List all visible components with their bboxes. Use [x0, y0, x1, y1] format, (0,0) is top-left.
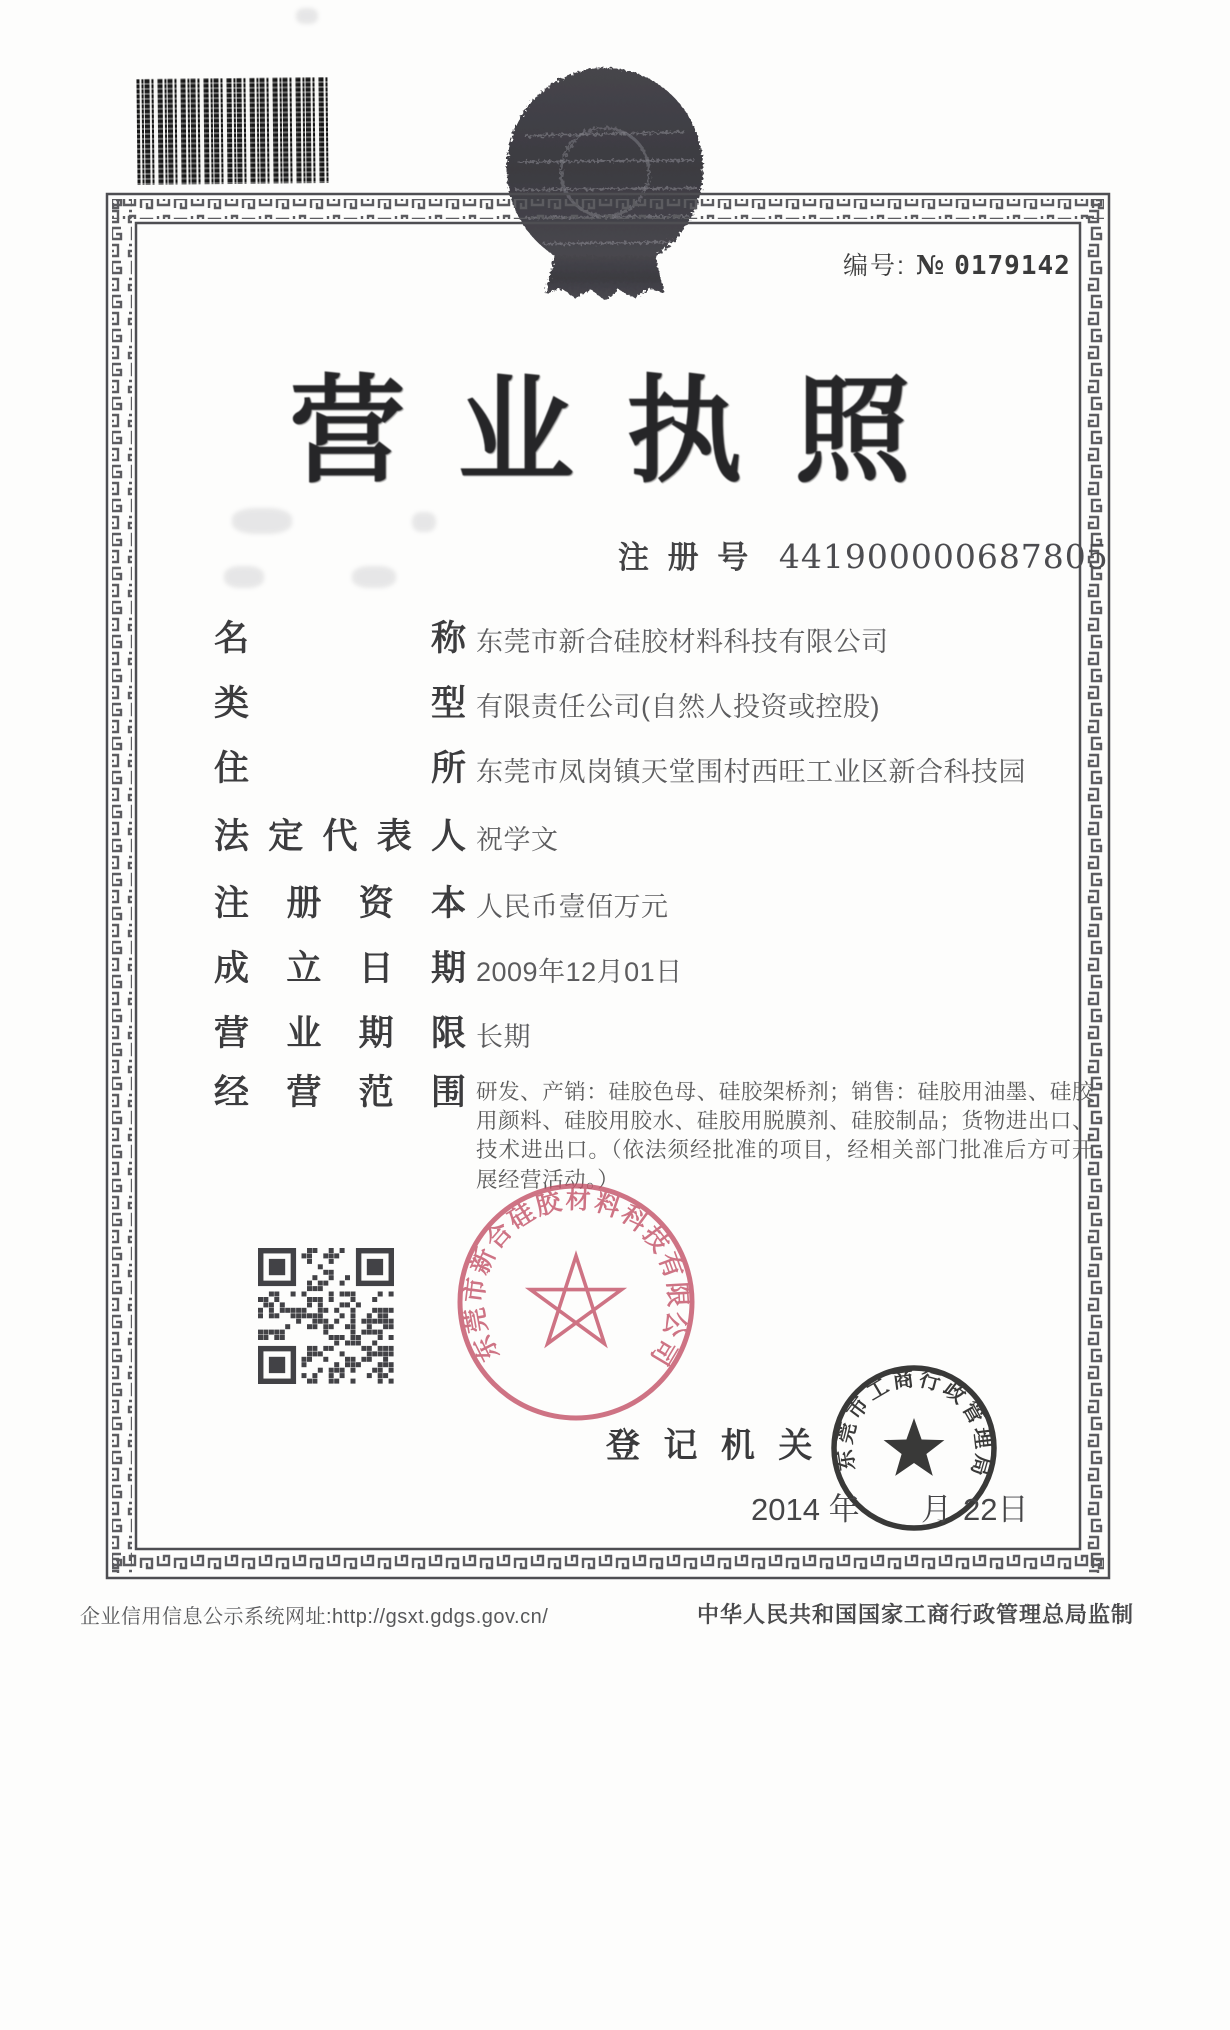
field-label: 名称: [214, 619, 466, 658]
field-label: 经营范围: [214, 1073, 466, 1112]
qr-code: [258, 1248, 394, 1384]
field-label: 法定代表人: [214, 817, 466, 856]
issue-year: 2014 年: [751, 1492, 860, 1527]
barcode: [136, 77, 329, 185]
field-value: 2009年12月01日: [476, 957, 683, 987]
field-label: 营业期限: [214, 1014, 466, 1053]
registry-authority-label: 登 记 机 关: [606, 1427, 813, 1465]
field-value: 人民币壹佰万元: [476, 892, 669, 922]
field-row-capital: [214, 883, 669, 925]
issue-day: 22日: [963, 1492, 1029, 1527]
company-seal-text: 东莞市新合硅胶材料科技有限公司: [460, 1185, 692, 1373]
serial-number-line: [843, 246, 1071, 282]
license-title: 营 业 执 照: [289, 364, 911, 499]
field-row-address: [214, 748, 1026, 790]
field-value: 有限责任公司(自然人投资或控股): [476, 692, 880, 722]
scan-smudge: [412, 512, 436, 532]
serial-number: 0179142: [954, 251, 1071, 281]
scan-smudge: [232, 508, 292, 534]
field-label: 注册资本: [214, 884, 466, 923]
company-seal: [450, 1176, 702, 1428]
issue-month: 月: [921, 1492, 952, 1527]
scan-smudge: [352, 566, 396, 588]
field-value: 祝学文: [476, 825, 559, 855]
scan-smudge: [224, 566, 264, 588]
registration-number-line: [618, 532, 1109, 577]
field-label: 类型: [214, 684, 466, 723]
field-row-term: [214, 1013, 531, 1055]
star-icon: [884, 1418, 945, 1476]
field-value: 东莞市凤岗镇天堂围村西旺工业区新合科技园: [476, 757, 1026, 787]
field-label: 成立日期: [214, 949, 466, 988]
field-label: 住所: [214, 749, 466, 788]
field-row-type: [214, 683, 880, 725]
field-value: 研发、产销：硅胶色母、硅胶架桥剂；销售：硅胶用油墨、硅胶用颜料、硅胶用胶水、硅胶用脱膜剂、硅胶制品；货物进出口、技术进出口。（依法须经批准的项目，经相关部门批准后方可开展经营活动。）: [476, 1080, 1094, 1192]
svg-text:东莞市新合硅胶材料科技有限公司: [460, 1186, 691, 1372]
field-row-name: [214, 618, 889, 660]
star-outline-icon: [530, 1256, 621, 1344]
registration-number-value: 441900000687805: [778, 537, 1109, 576]
authority-seal-text: 东莞市工商行政管理局: [833, 1367, 995, 1482]
numero-sign: №: [915, 251, 947, 281]
field-value: 东莞市新合硅胶材料科技有限公司: [476, 627, 889, 657]
scan-smudge: [296, 8, 318, 24]
field-row-legal-rep: [214, 816, 559, 858]
serial-label: 编号:: [843, 252, 906, 280]
footer-issuing-authority: 中华人民共和国国家工商行政管理总局监制: [697, 1602, 1135, 1627]
footer-credit-system-url: 企业信用信息公示系统网址:http://gsxt.gdgs.gov.cn/: [80, 1606, 549, 1628]
registration-number-label: 注 册 号: [618, 540, 749, 575]
field-row-founded: [214, 948, 683, 990]
field-value: 长期: [476, 1022, 531, 1052]
